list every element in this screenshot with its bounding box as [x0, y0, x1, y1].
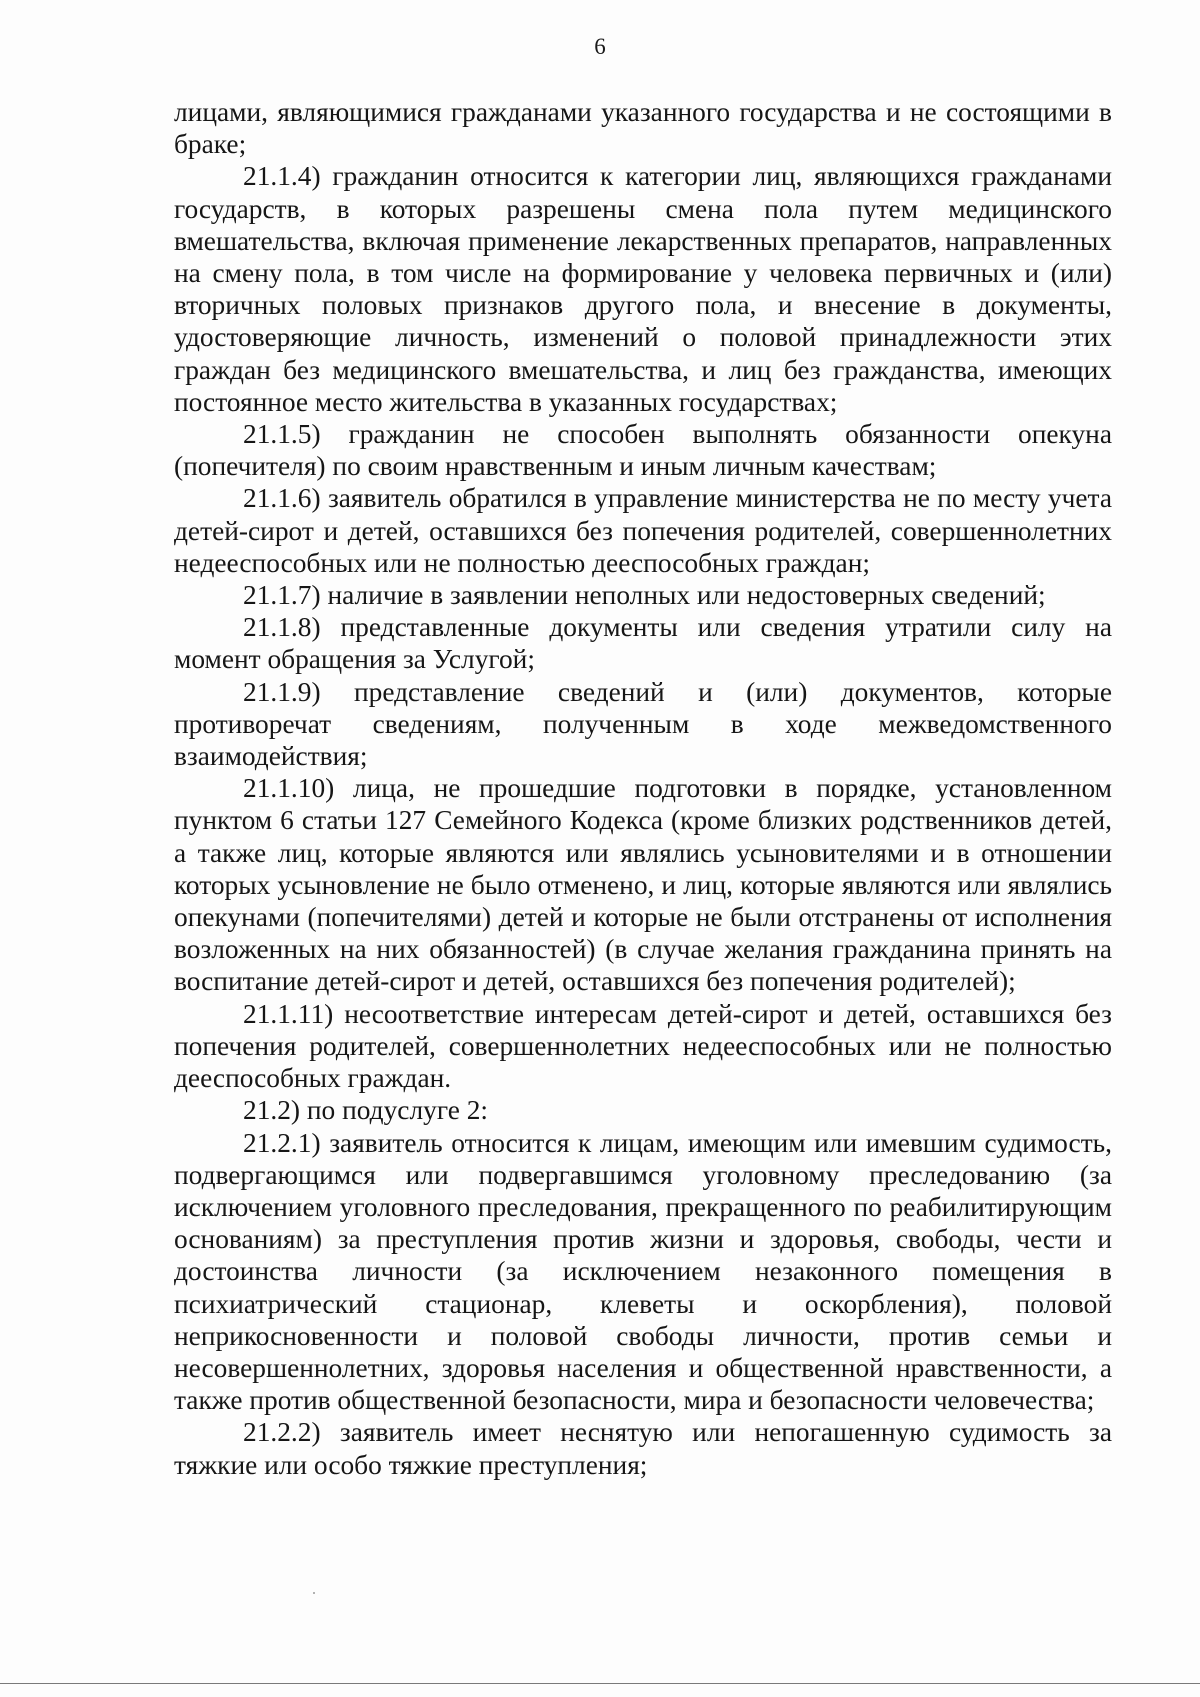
scan-speck: [313, 1592, 315, 1594]
paragraph-21-1-11: 21.1.11) несоответствие интересам детей-сирот и детей, оставшихся без попечения родителей, совершеннолетних недееспособных или не полностью дееспособных граждан.: [174, 998, 1112, 1094]
paragraph-21-1-8: 21.1.8) представленные документы или сведения утратили силу на момент обращения за Услугой;: [174, 612, 1112, 675]
paragraph-21-1-5: 21.1.5) гражданин не способен выполнять обязанности опекуна (попечителя) по своим нравственным и иным личным качествам;: [174, 419, 1112, 482]
scan-bottom-edge: [0, 1683, 1200, 1684]
paragraph-21-2-1: 21.2.1) заявитель относится к лицам, имеющим или имевшим судимость, подвергающимся или подвергавшимся уголовному преследованию (за исключением уголовного преследования, прекращенного по реабилитирующим основаниям) за преступления против жизни и здоровья, свободы, чести и достоинства личности (за исключением незаконного помещения в психиатрический стационар, клеветы и оскорбления), половой неприкосновенности и половой свободы личности, против семьи и несовершеннолетних, здоровья населения и общественной нравственности, а также против общественной безопасности, мира и безопасности человечества;: [174, 1127, 1112, 1416]
page-number: 6: [594, 34, 606, 59]
paragraph-21-1-10: 21.1.10) лица, не прошедшие подготовки в порядке, установленном пунктом 6 статьи 127 Семейного Кодекса (кроме близких родственников детей, а также лиц, которые являются или являлись усыновителями и в отношении которых усыновление не было отменено, и лиц, которые являются или являлись опекунами (попечителями) детей и которые не были отстранены от исполнения возложенных на них обязанностей) (в случае желания гражданина принять на воспитание детей-сирот и детей, оставшихся без попечения родителей);: [174, 773, 1112, 997]
paragraph-continuation: лицами, являющимися гражданами указанного государства и не состоящими в браке;: [174, 97, 1112, 160]
paragraph-21-1-4: 21.1.4) гражданин относится к категории лиц, являющихся гражданами государств, в которых разрешены смена пола путем медицинского вмешательства, включая применение лекарственных препаратов, направленных на смену пола, в том числе на формирование у человека первичных и (или) вторичных половых признаков другого пола, и внесение в документы, удостоверяющие личность, изменений о половой принадлежности этих граждан без медицинского вмешательства, и лиц без гражданства, имеющих постоянное место жительства в указанных государствах;: [174, 161, 1112, 417]
paragraph-21-1-7: 21.1.7) наличие в заявлении неполных или недостоверных сведений;: [243, 580, 1046, 611]
paragraph-21-2: 21.2) по подуслуге 2:: [243, 1095, 489, 1126]
paragraph-21-1-9: 21.1.9) представление сведений и (или) документов, которые противоречат сведениям, полученным в ходе межведомственного взаимодействия;: [174, 676, 1112, 772]
document-body: [174, 96, 1112, 1481]
paragraph-21-2-2: 21.2.2) заявитель имеет неснятую или непогашенную судимость за тяжкие или особо тяжкие преступления;: [174, 1417, 1112, 1480]
paragraph-21-1-6: 21.1.6) заявитель обратился в управление министерства не по месту учета детей-сирот и детей, оставшихся без попечения родителей, совершеннолетних недееспособных или не полностью дееспособных граждан;: [174, 483, 1112, 578]
